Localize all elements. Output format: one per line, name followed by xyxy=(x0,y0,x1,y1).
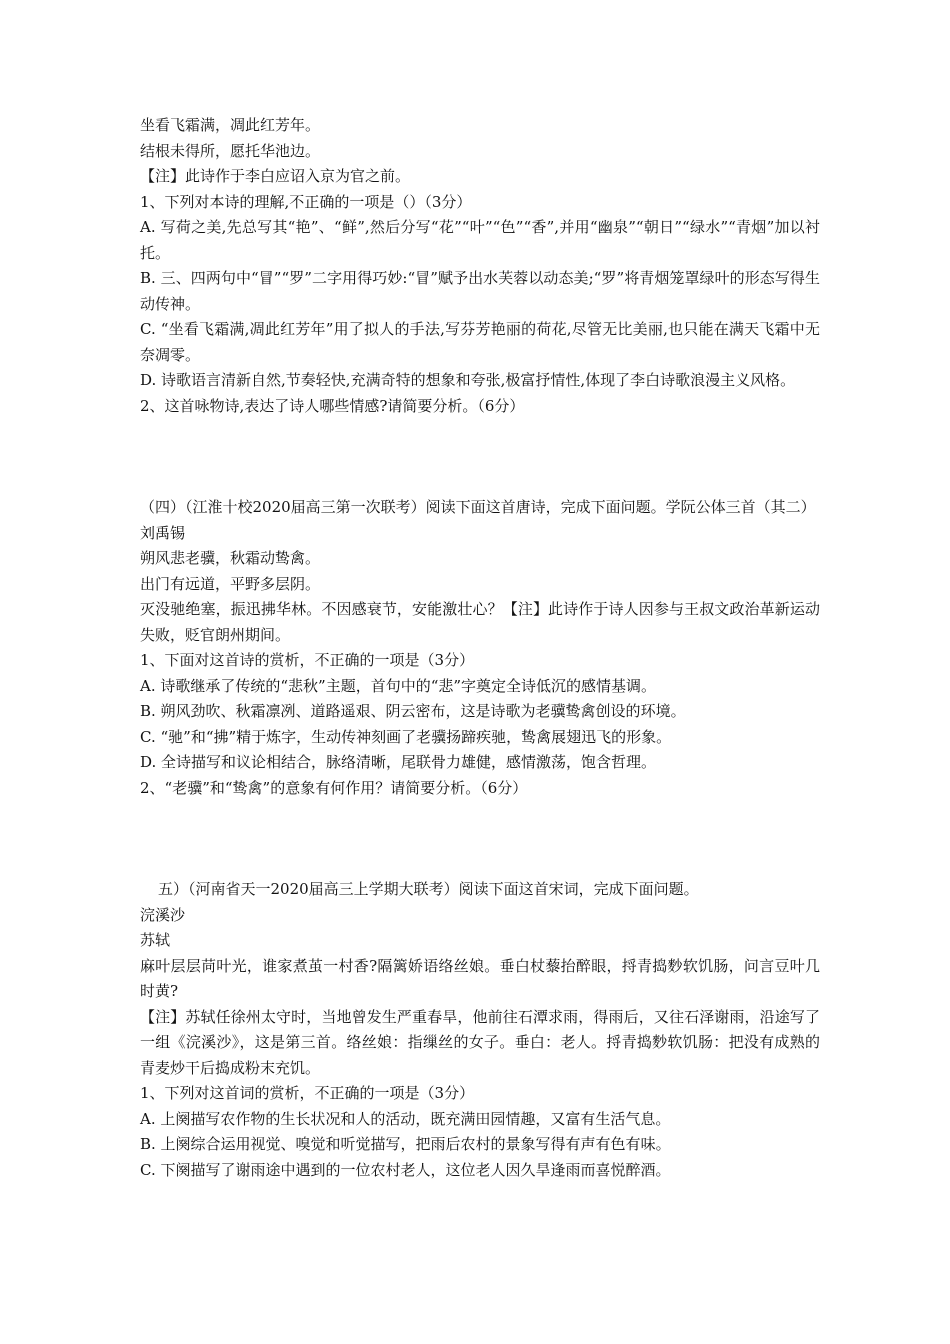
option-a: A. 诗歌继承了传统的“悲秋”主题，首句中的“悲”字奠定全诗低沉的感情基调。 xyxy=(140,676,657,695)
poem-author: 刘禹锡 xyxy=(140,523,186,542)
poem-line: 灭没驰绝塞，振迅拂华林。不因感衰节，安能激壮心？【注】此诗作于诗人因参与王叔文政治革新运动失败，贬官朗州期间。 xyxy=(140,600,820,644)
section-heading: 五）（河南省天一2020届高三上学期大联考）阅读下面这首宋词，完成下面问题。 xyxy=(158,880,699,898)
poem-text: 麻叶层层苘叶光，谁家煮茧一村香?隔篱娇语络丝娘。垂白杖藜抬醉眼，捋青捣麨软饥肠，问言豆叶几时黄? xyxy=(140,956,820,1000)
option-a: A. 写荷之美,先总写其“艳”、“鲜”,然后分写“花”“叶”“色”“香”,并用“幽泉”“朝日”“绿水”“青烟”加以衬托。 xyxy=(140,218,820,262)
section-heading: （四）（江淮十校2020届高三第一次联考）阅读下面这首唐诗，完成下面问题。学阮公体三首（其二） xyxy=(140,498,816,516)
document-page xyxy=(140,113,820,1183)
option-c: C. 下阕描写了谢雨途中遇到的一位农村老人，这位老人因久旱逢雨而喜悦醉酒。 xyxy=(140,1160,671,1179)
poem-line: 出门有远道，平野多层阴。 xyxy=(140,574,321,593)
option-d: D. 全诗描写和议论相结合，脉络清晰，尾联骨力雄健，感情激荡，饱含哲理。 xyxy=(140,753,657,771)
poem-note: 【注】此诗作于李白应诏入京为官之前。 xyxy=(140,167,411,185)
spacer xyxy=(140,801,820,877)
question-2: 2、这首咏物诗,表达了诗人哪些情感?请简要分析。（6分） xyxy=(140,396,525,415)
option-c: C. “驰”和“拂”精于炼字，生动传神刻画了老骥扬蹄疾驰，鸷禽展翅迅飞的形象。 xyxy=(140,727,672,746)
question-1: 1、下面对这首诗的赏析，不正确的一项是（3分） xyxy=(140,651,475,669)
spacer xyxy=(140,419,820,495)
question-1: 1、下列对本诗的理解,不正确的一项是（）（3分） xyxy=(140,192,472,211)
poem-line: 坐看飞霜满，凋此红芳年。 xyxy=(140,116,321,134)
option-b: B. 三、四两句中“冒”“罗”二字用得巧妙:“冒”赋予出水芙蓉以动态美;“罗”将青烟笼罩绿叶的形态写得生动传神。 xyxy=(140,269,820,313)
option-d: D. 诗歌语言清新自然,节奏轻快,充满奇特的想象和夸张,极富抒情性,体现了李白诗歌浪漫主义风格。 xyxy=(140,371,796,389)
poem-line: 结根未得所，愿托华池边。 xyxy=(140,141,321,160)
poem-line: 朔风悲老骥，秋霜动鸷禽。 xyxy=(140,549,321,567)
option-a: A. 上阕描写农作物的生长状况和人的活动，既充满田园情趣，又富有生活气息。 xyxy=(140,1109,671,1128)
option-c: C. “坐看飞霜满,凋此红芳年”用了拟人的手法,写芬芳艳丽的荷花,尽管无比美丽,也只能在满天飞霜中无奈凋零。 xyxy=(140,320,820,364)
poem-author: 苏轼 xyxy=(140,931,171,949)
option-b: B. 上阕综合运用视觉、嗅觉和听觉描写，把雨后农村的景象写得有声有色有味。 xyxy=(140,1135,671,1153)
poem-title: 浣溪沙 xyxy=(140,905,186,924)
poem-note: 【注】苏轼任徐州太守时，当地曾发生严重春旱，他前往石潭求雨，得雨后，又往石泽谢雨，沿途写了一组《浣溪沙》，这是第三首。络丝娘：指缫丝的女子。垂白：老人。捋青捣麨软饥肠：把没有成熟的青麦炒干后捣成粉末充饥。 xyxy=(140,1007,820,1077)
question-2: 2、“老骥”和“鸷禽”的意象有何作用？请简要分析。（6分） xyxy=(140,778,528,797)
option-b: B. 朔风劲吹、秋霜凛冽、道路遥艰、阴云密布，这是诗歌为老骥鸷禽创设的环境。 xyxy=(140,702,686,720)
question-1: 1、下列对这首词的赏析，不正确的一项是（3分） xyxy=(140,1084,475,1102)
